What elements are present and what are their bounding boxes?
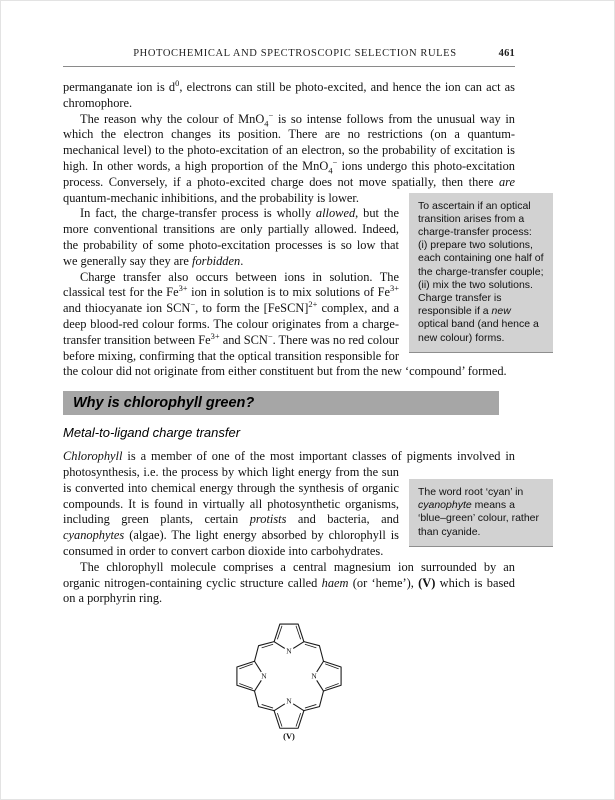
section-heading-bar xyxy=(63,391,499,415)
porphyrin-figure xyxy=(63,611,515,749)
paragraph-text: then there are quantum-mechanic inhibitions, and the probability is lower. xyxy=(63,174,515,205)
paragraph-text: Charge transfer also occurs between ions in solution. The classical test for the $Fe^{3+}$ ion in solution is to mix solutions of $Fe^{3+}$ and thiocyanate ion SCN−, to form the [FeSCN]$^{2+}$ complex, and a deep blood-red colour forms. The colour originates from a charge-transfer transition between $Fe^{3+}$ and SCN−. There was no red colour before mixing, confirming that the optical transition responsible for the colour did not originate from either constituent but from the new ‘compound’ formed. xyxy=(63,269,507,379)
paragraph-text: permanganate ion is $d^0$, electrons can still be photo-excited, and hence the ion can act as chromophore. xyxy=(63,77,515,110)
porphyrin-structure xyxy=(220,611,358,744)
nitrogen-label-top: N xyxy=(286,646,292,656)
body-text-chlorophyll xyxy=(63,449,540,607)
nitrogen-label-bottom: N xyxy=(286,696,292,706)
paragraph-text: The chlorophyll molecule comprises a central magnesium ion surrounded by an organic nitrogen-containing cyclic structure called haem (or ‘heme’), (V) which is based on a porphyrin ring. xyxy=(63,559,515,606)
structure-label: (V) xyxy=(283,731,295,742)
subsection-title: Metal-to-ligand charge transfer xyxy=(63,425,241,441)
porphyrin-skeleton xyxy=(237,624,341,728)
nitrogen-labels xyxy=(261,647,317,706)
body-text xyxy=(63,77,544,380)
page-header xyxy=(63,48,515,67)
nitrogen-label-right: N xyxy=(311,671,317,681)
paragraph-chlorophyll xyxy=(63,449,540,560)
paragraph-text: Chlorophyll is a member of one of the most important classes of pigments involved in photosynthesis, i.e. the process by which light energy from xyxy=(63,449,515,479)
section-title: Why is chlorophyll green? xyxy=(73,395,255,412)
double-bond-lines xyxy=(240,626,339,726)
running-title: PHOTOCHEMICAL AND SPECTROSCOPIC SELECTION RULES xyxy=(133,48,457,59)
paragraph-text: In fact, the charge-transfer process is wholly allowed, but the more conventional transitions are only partially allowed. Indeed, the probability of some photo-excitation processes is so low that we generally say they are forbidden. xyxy=(63,206,399,268)
nitrogen-label-left: N xyxy=(261,671,267,681)
paragraph-text: The reason why the colour of MnO$_4$− is so intense follows from the unusual way in which the electron changes its position. There are no restrictions (on a quantum-mechanical level) to the photo-excitation of an electron, so the probability of excitation is high. In other words, a high proportion of the MnO$_4$− ions undergo this photo-excitation process. Conversely, if a photo-excited charge does not move spatially, xyxy=(63,109,515,189)
paragraph-permanganate xyxy=(63,77,515,112)
paragraph-haem xyxy=(63,560,515,607)
paragraph-text: the sun is converted into chemical energy through the synthesis of organic compounds. It is found in virtually all photosynthetic organisms, including green plants, certain protists and bacteria, and cyanophytes (algae). The light energy absorbed by chlorophyll is consumed in order to convert carbon dioxide into carbohydrates. xyxy=(63,464,399,558)
page-number: 461 xyxy=(498,48,515,59)
margin-note-cyan: The word root ‘cyan’ in cyanophyte means a ‘blue–green’ colour, rather than cyanide. xyxy=(409,479,553,547)
margin-note-charge-transfer-test: To ascertain if an optical transition arises from a charge-transfer process: (i) prepare two solutions, each containing one half of the charge-transfer couple; (ii) mix the two solutions. Charge transfer is responsible if a new optical band (and hence a new colour) forms. xyxy=(409,193,553,353)
